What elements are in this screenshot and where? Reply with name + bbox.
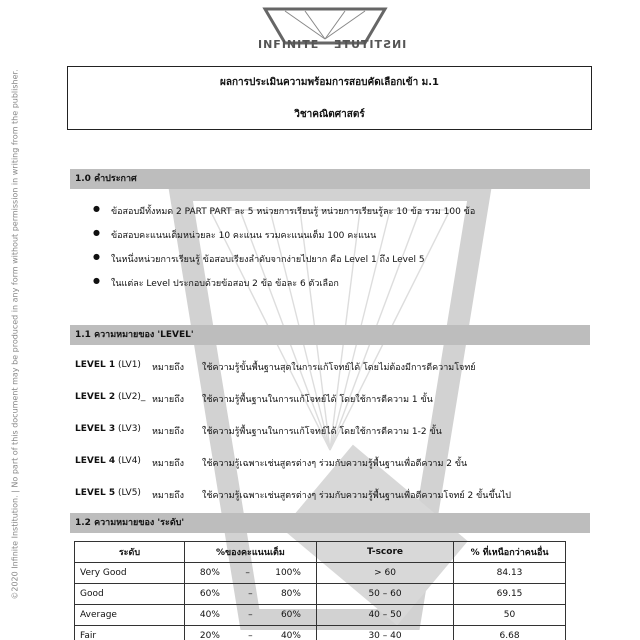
column-header: %ของคะแนนเต็ม [184,542,316,563]
logo-text-right: INSTITUTE [333,38,407,51]
column-header: T-score [316,542,453,563]
column-header: % ที่เหนือกว่าคนอื่น [454,542,566,563]
announce-item: ● ในแต่ละ Level ประกอบด้วยข้อสอบ 2 ข้อ ข้อละ 6 ตัวเลือก [95,276,339,290]
announce-item: ● ในหนึ่งหน่วยการเรียนรู้ ข้อสอบเรียงลำดับจากง่ายไปยาก คือ Level 1 ถึง Level 5 [95,252,425,266]
copyright-note: ©2020 Infinite Institution. | No part of this document may be produced in any form without permission in writing from the publisher. [10,69,20,600]
level-row: LEVEL 2 (LV2)_ หมายถึง ใช้ความรู้พื้นฐานในการแก้โจทย์ได้ โดยใช้การตีความ 1 ขั้น [75,392,433,405]
section-header-scale: 1.2 ความหมายของ 'ระดับ' [70,513,590,533]
section-header-level: 1.1 ความหมายของ 'LEVEL' [70,325,590,345]
table-header-row [75,542,566,563]
title-box [67,66,592,130]
level-row: LEVEL 3 (LV3) หมายถึง ใช้ความรู้พื้นฐานในการแก้โจทย์ได้ โดยใช้การตีความ 1-2 ขั้น [75,424,442,437]
level-row: LEVEL 1 (LV1) หมายถึง ใช้ความรู้ขั้นพื้นฐานสุดในการแก้โจทย์ได้ โดยไม่ต้องมีการตีความโจทย์ [75,360,476,373]
page-subtitle: วิชาคณิตศาสตร์ [294,109,365,120]
level-row: LEVEL 4 (LV4) หมายถึง ใช้ความรู้เฉพาะเช่นสูตรต่างๆ ร่วมกับความรู้พื้นฐานเพื่อตีความ 2 ขั้น [75,456,468,469]
section-header-announce: 1.0 คำประกาศ [70,169,590,189]
table-row: Very Good 80% – 100% > 60 84.13 [75,563,566,584]
table-row: Average 40% – 60% 40 – 50 50 [75,605,566,626]
table-row: Fair 20% – 40% 30 – 40 6.68 [75,626,566,640]
table-row: Good 60% – 80% 50 – 60 69.15 [75,584,566,605]
scale-table [74,541,566,640]
level-row: LEVEL 5 (LV5) หมายถึง ใช้ความรู้เฉพาะเช่นสูตรต่างๆ ร่วมกับความรู้พื้นฐานเพื่อตีความโจทย์ 2 ขั้นขึ้นไป [75,488,511,501]
announce-item: ● ข้อสอบมีทั้งหมด 2 PART PART ละ 5 หน่วยการเรียนรู้ หน่วยการเรียนรู้ละ 10 ข้อ รวม 100 ข้อ [95,204,475,218]
logo-text-left: INFINITE [258,38,320,51]
announce-item: ● ข้อสอบคะแนนเต็มหน่วยละ 10 คะแนน รวมคะแนนเต็ม 100 คะแนน [95,228,376,242]
page-title: ผลการประเมินความพร้อมการสอบคัดเลือกเข้า ม.1 [219,77,440,88]
column-header: ระดับ [75,542,185,563]
